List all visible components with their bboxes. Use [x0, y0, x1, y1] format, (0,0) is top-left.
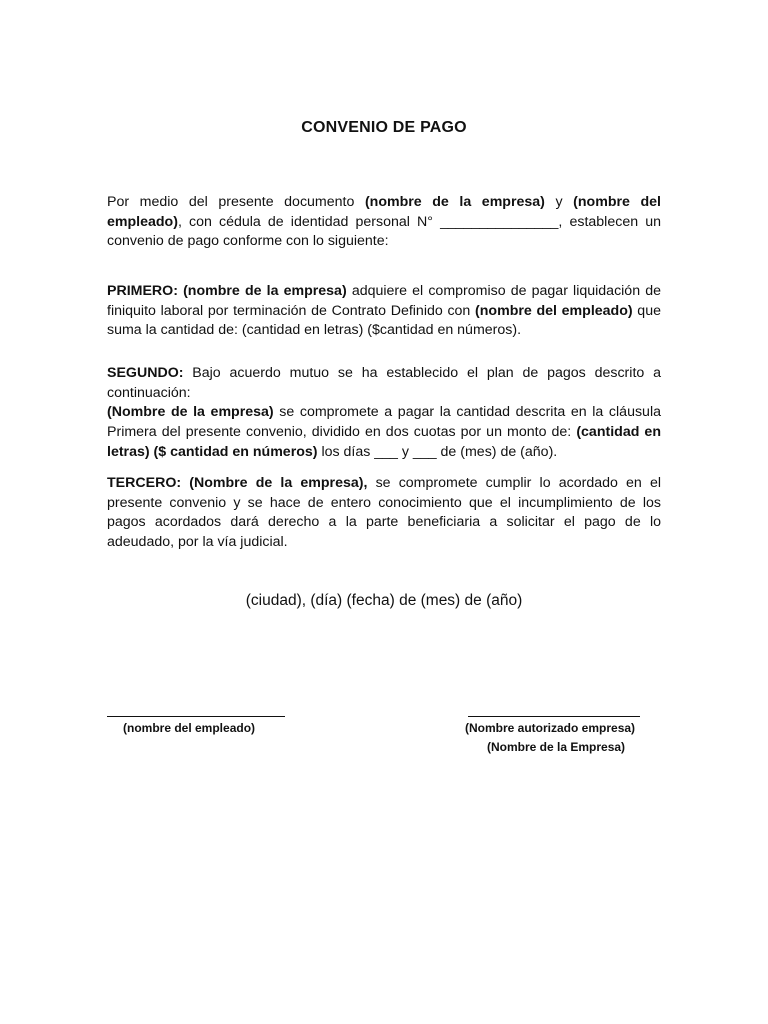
- employee-signature-label: (nombre del empleado): [123, 721, 256, 735]
- segundo-amount-placeholder: (cantidad en letras) ($ cantidad en números): [107, 424, 661, 460]
- intro-text-1: Por medio del presente documento: [107, 194, 365, 210]
- company-signature-line: [468, 716, 640, 717]
- place-date-line: (ciudad), (día) (fecha) de (mes) de (año): [245, 592, 523, 609]
- primero-text-2: que suma la cantidad de: (cantidad en letras) ($cantidad en números).: [107, 302, 661, 339]
- intro-text-3: , con cédula de identidad personal N° _______________, establecen un convenio de pago conforme con lo siguiente:: [107, 213, 661, 250]
- intro-paragraph: [107, 193, 661, 252]
- segundo-heading: SEGUNDO:: [107, 365, 184, 381]
- segundo-text-3: los días ___ y ___ de (mes) de (año).: [317, 443, 558, 460]
- primero-text-1: adquiere el compromiso de pagar liquidación de finiquito laboral por terminación de Contrato Definido con: [107, 283, 661, 319]
- segundo-company-placeholder: (Nombre de la empresa): [107, 404, 274, 421]
- tercero-heading: TERCERO: (Nombre de la empresa),: [107, 475, 368, 491]
- clause-primero: [107, 282, 661, 341]
- segundo-text-2: se compromete a pagar la cantidad descrita en la cláusula Primera del presente convenio, dividido en dos cuotas por un monto de:: [107, 404, 661, 441]
- intro-employee-placeholder: (nombre del empleado): [107, 194, 661, 230]
- clause-segundo: [107, 364, 661, 463]
- company-authorized-label: (Nombre autorizado empresa): [465, 721, 636, 735]
- primero-employee-placeholder: (nombre del empleado): [475, 302, 633, 319]
- intro-text-2: y: [544, 194, 574, 210]
- intro-company-placeholder: (nombre de la empresa): [364, 194, 545, 210]
- primero-heading: PRIMERO: (nombre de la empresa): [107, 283, 347, 299]
- document-title: CONVENIO DE PAGO: [301, 119, 467, 136]
- company-name-label: (Nombre de la Empresa): [487, 740, 626, 754]
- clause-tercero: [107, 474, 661, 553]
- segundo-text-1: Bajo acuerdo mutuo se ha establecido el plan de pagos descrito a continuación:: [107, 365, 661, 401]
- employee-signature-line: [107, 716, 285, 717]
- tercero-text-1: se compromete cumplir lo acordado en el presente convenio y se hace de entero conocimiento que el incumplimiento de los pagos acordados dará derecho a la parte beneficiaria a solicitar el pago de lo adeudado, por la vía judicial.: [107, 475, 661, 551]
